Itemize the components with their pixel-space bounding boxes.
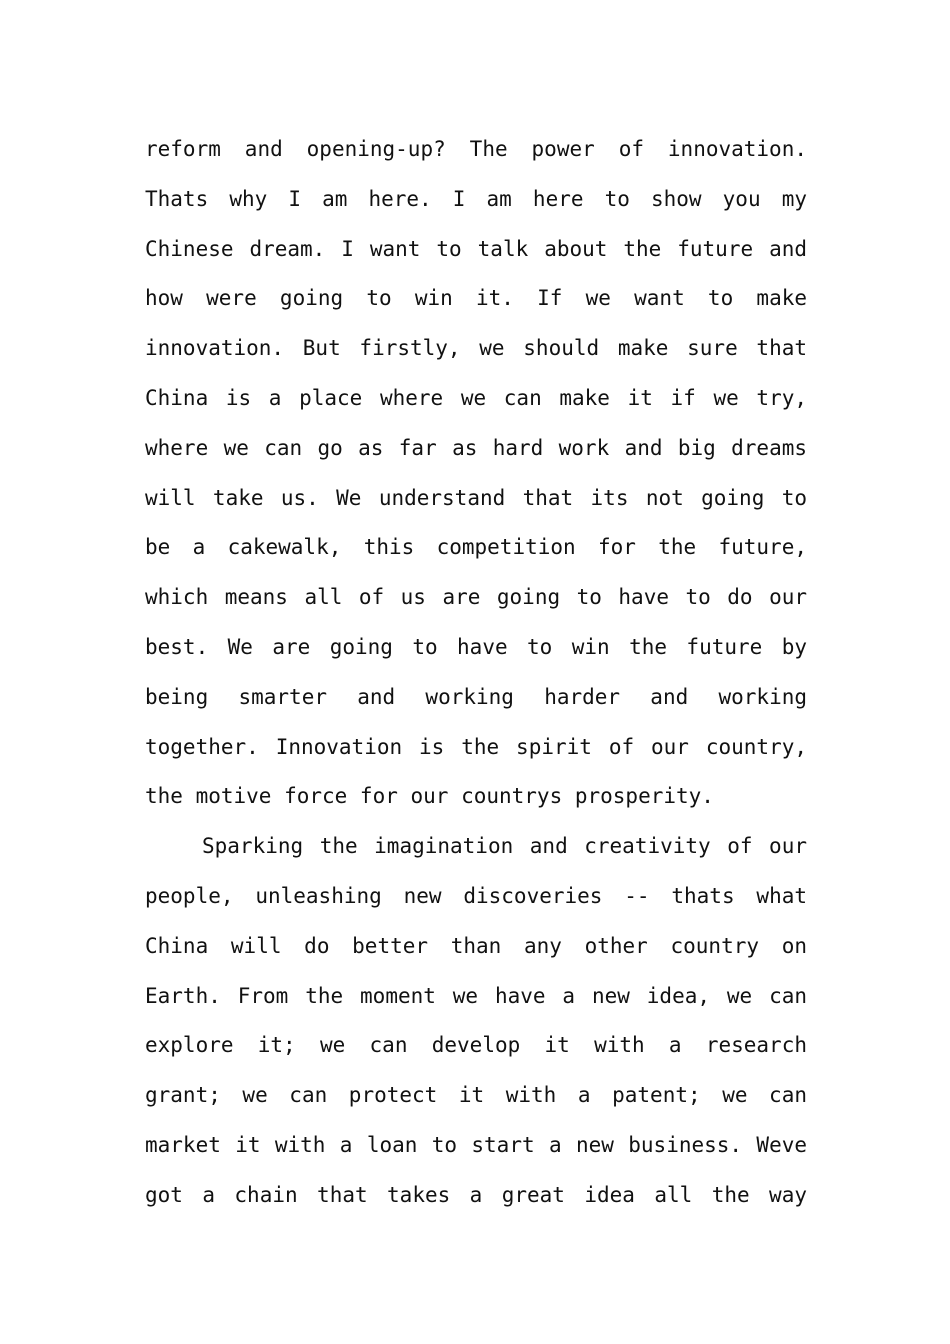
text-line: Chinese dream. I want to talk about the future and bbox=[145, 236, 807, 261]
text-line: innovation. But firstly, we should make sure that bbox=[145, 336, 807, 361]
body-text bbox=[145, 125, 807, 1221]
text-line: reform and opening-up? The power of innovation. bbox=[145, 137, 807, 161]
text-line: the motive force for our countrys prosperity. bbox=[145, 784, 714, 809]
text-line: Thats why I am here. I am here to show you my bbox=[145, 186, 807, 211]
text-line: best. We are going to have to win the future by bbox=[145, 634, 807, 659]
text-line: market it with a loan to start a new business. Weve bbox=[145, 1132, 807, 1157]
text-line: will take us. We understand that its not going to bbox=[145, 485, 807, 510]
text-line: be a cakewalk, this competition for the future, bbox=[145, 535, 807, 560]
text-line: Sparking the imagination and creativity of our bbox=[202, 834, 807, 859]
text-line: being smarter and working harder and working bbox=[145, 684, 807, 709]
paragraph-1 bbox=[145, 125, 807, 822]
text-line: Earth. From the moment we have a new idea, we can bbox=[145, 983, 807, 1008]
text-line: China will do better than any other country on bbox=[145, 933, 807, 958]
text-line: people, unleashing new discoveries -- thats what bbox=[145, 883, 807, 908]
text-line: explore it; we can develop it with a research bbox=[145, 1033, 807, 1058]
text-line: China is a place where we can make it if we try, bbox=[145, 385, 807, 410]
text-line: how were going to win it. If we want to make bbox=[145, 286, 807, 311]
paragraph-2 bbox=[145, 822, 807, 1220]
text-line: got a chain that takes a great idea all the way bbox=[145, 1182, 807, 1207]
text-line: together. Innovation is the spirit of our country, bbox=[145, 734, 807, 759]
text-line: grant; we can protect it with a patent; we can bbox=[145, 1083, 807, 1108]
text-line: which means all of us are going to have to do our bbox=[145, 585, 807, 610]
text-line: where we can go as far as hard work and big dreams bbox=[145, 435, 807, 460]
